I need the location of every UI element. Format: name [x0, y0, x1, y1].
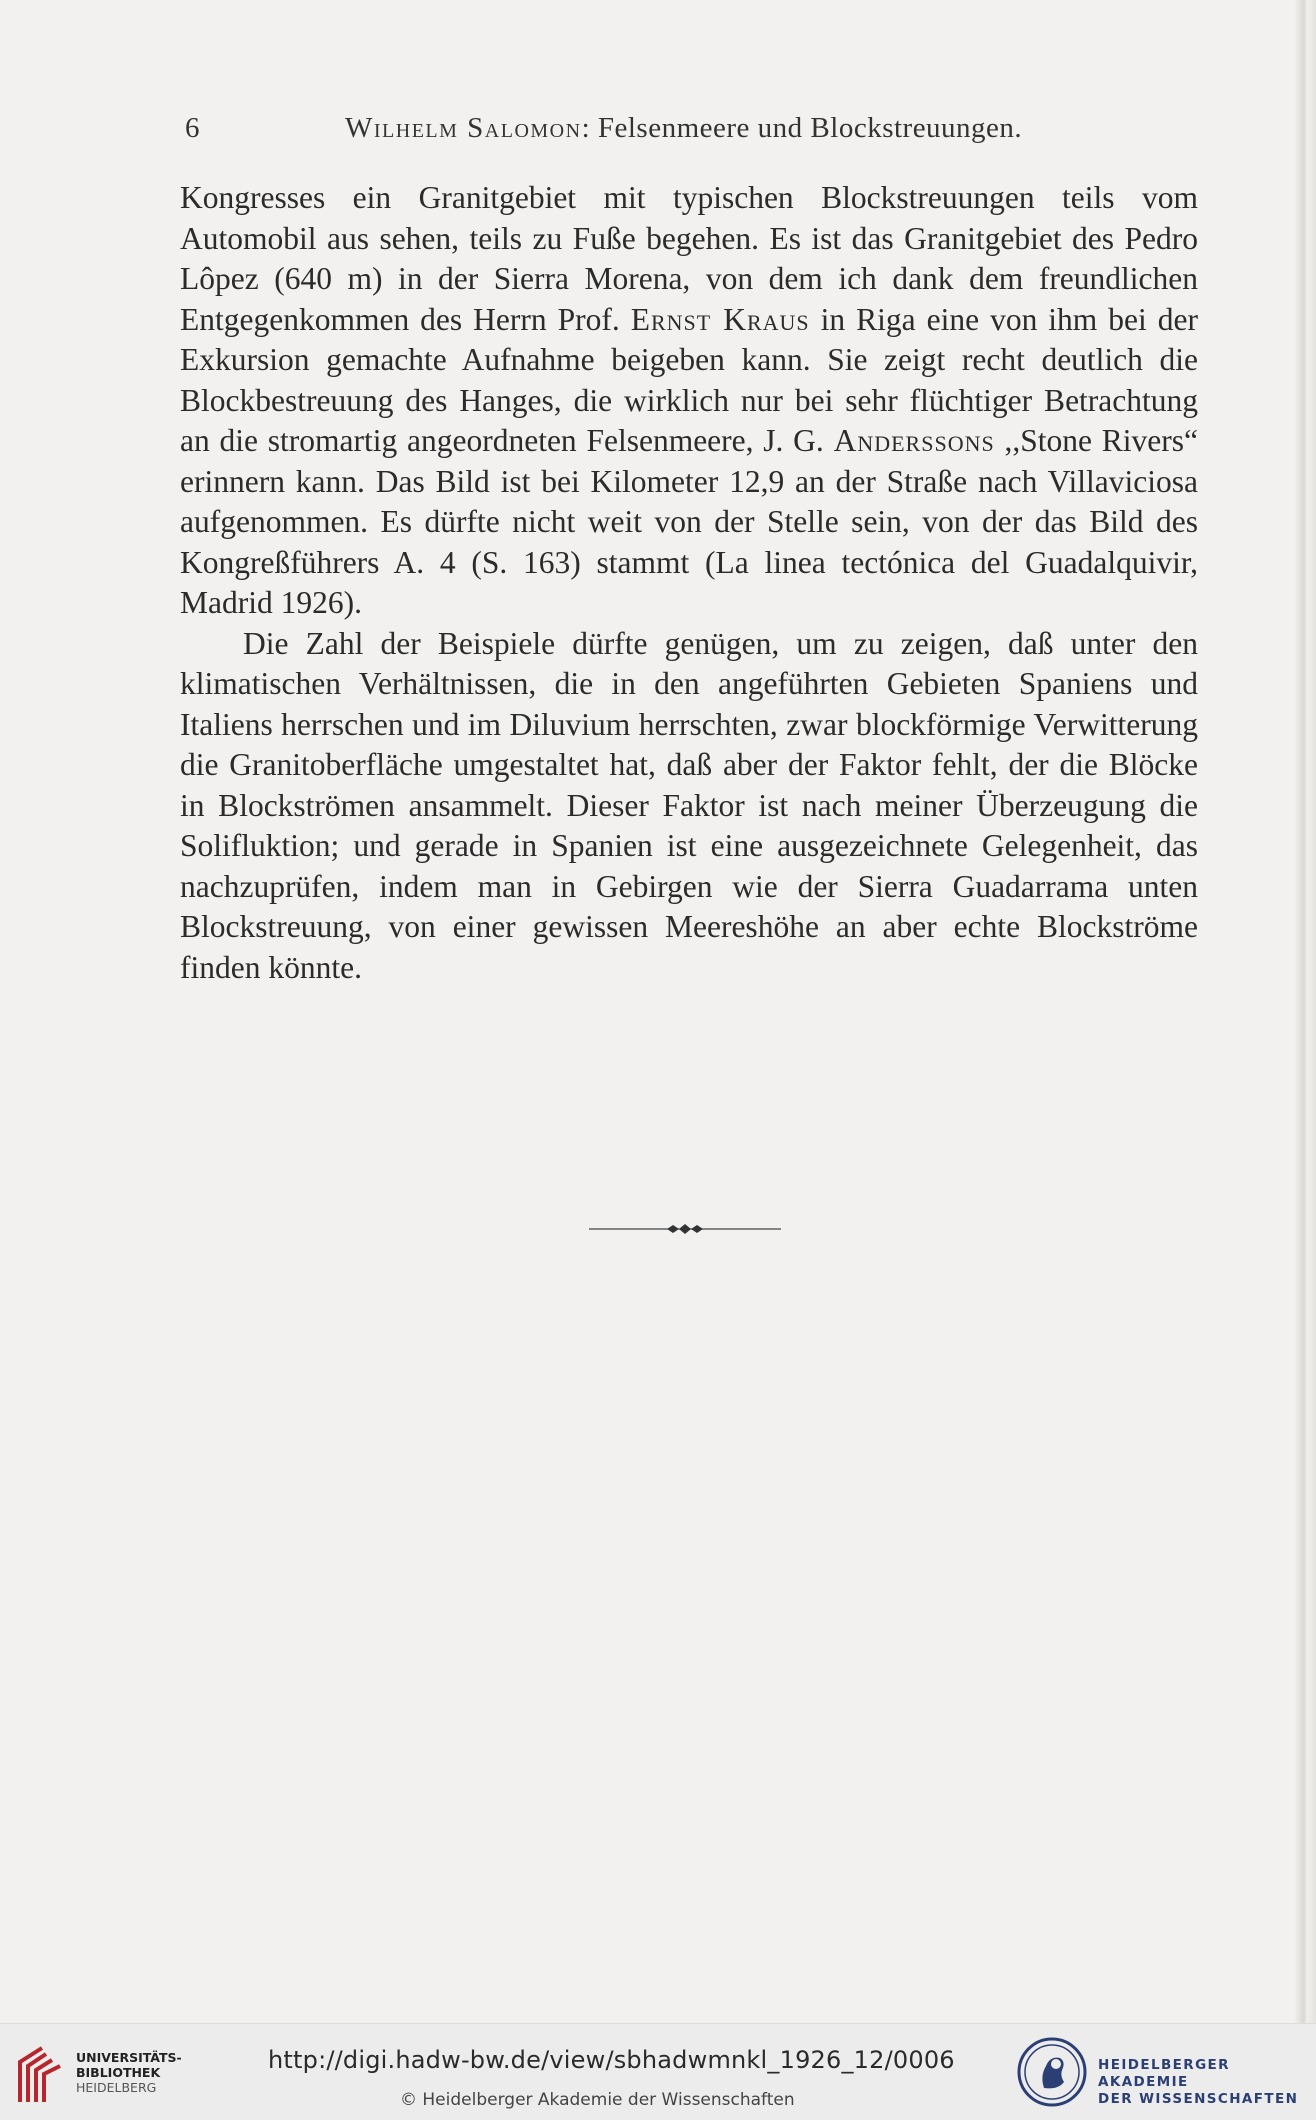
library-name-line-1: UNIVERSITÄTS- [76, 2050, 182, 2065]
permalink-url[interactable]: http://digi.hadw-bw.de/view/sbhadwmnkl_1926_12/0006 [268, 2046, 955, 2074]
author-separator: : [581, 112, 591, 144]
library-name-line-2: BIBLIOTHEK [76, 2065, 161, 2080]
page-number: 6 [185, 112, 200, 144]
paragraph-1-part-a: Kongresses ein Granitgebiet mit typischen Blockstreuungen teils vom Automobil aus sehen, teils zu Fuße begehen. Es ist das Granitgebiet des Pedro Lôpez (640 m) in der Sierra Morena, von dem ich dank dem freundlichen Entgegenkommen des Herrn Prof. [180, 180, 1198, 337]
academy-name-line-2: DER WISSENSCHAFTEN [1098, 2091, 1299, 2107]
person-name-kraus: Ernst Kraus [630, 301, 810, 337]
paragraph-1 [180, 178, 1198, 624]
library-name-line-3: HEIDELBERG [76, 2080, 157, 2095]
paragraph-1-part-c: ,,Stone Rivers“ erinnern kann. Das Bild ist bei Kilometer 12,9 an der Straße nach Villaviciosa aufgenommen. Es dürfte nicht weit von der Stelle sein, von der das Bild des Kongreßführers A. 4 (S. 163) stammt (La linea tectónica del Guadalquivir, Madrid 1926). [180, 423, 1198, 620]
body-text [180, 178, 1198, 988]
academy-name-line-1: HEIDELBERGER AKADEMIE [1098, 2057, 1230, 2090]
running-header [185, 112, 1156, 152]
author-name: Wilhelm Salomon [345, 112, 582, 144]
university-library-logo-icon [14, 2044, 70, 2106]
paragraph-1-part-b: in Riga eine von ihm bei der Exkursion gemachte Aufnahme beigeben kann. Sie zeigt recht deutlich die Blockbestreuung des Hanges, die wirklich nur bei sehr flüchtiger Betrachtung an die stromartig angeordneten Felsenmeere, J. G. [180, 301, 1198, 458]
academy-seal-icon [1016, 2036, 1088, 2108]
footer-bar [0, 2023, 1316, 2120]
running-title: Felsenmeere und Blockstreuungen. [597, 112, 1023, 144]
running-head [345, 112, 1022, 145]
section-end-ornament [585, 1222, 785, 1236]
person-name-andersson: Anderssons [833, 423, 995, 458]
university-library-name [76, 2050, 182, 2095]
academy-name [1098, 2057, 1316, 2108]
page-edge-shadow [1294, 0, 1316, 2023]
copyright-notice: © Heidelberger Akademie der Wissenschaften [400, 2090, 795, 2110]
paragraph-2: Die Zahl der Beispiele dürfte genügen, um zu zeigen, daß unter den klimatischen Verhältnissen, die in den angeführten Gebieten Spaniens und Italiens herrschen und im Diluvium herrschten, zwar blockförmige Verwitterung die Granitoberfläche umgestaltet hat, daß aber der Faktor fehlt, der die Blöcke in Blockströmen ansammelt. Dieser Faktor ist nach meiner Überzeugung die Solifluktion; und gerade in Spanien ist eine ausgezeichnete Gelegenheit, das nachzuprüfen, indem man in Gebirgen wie der Sierra Guadarrama unten Blockstreuung, von einer gewissen Meereshöhe an aber echte Blockströme finden könnte. [180, 625, 1198, 985]
